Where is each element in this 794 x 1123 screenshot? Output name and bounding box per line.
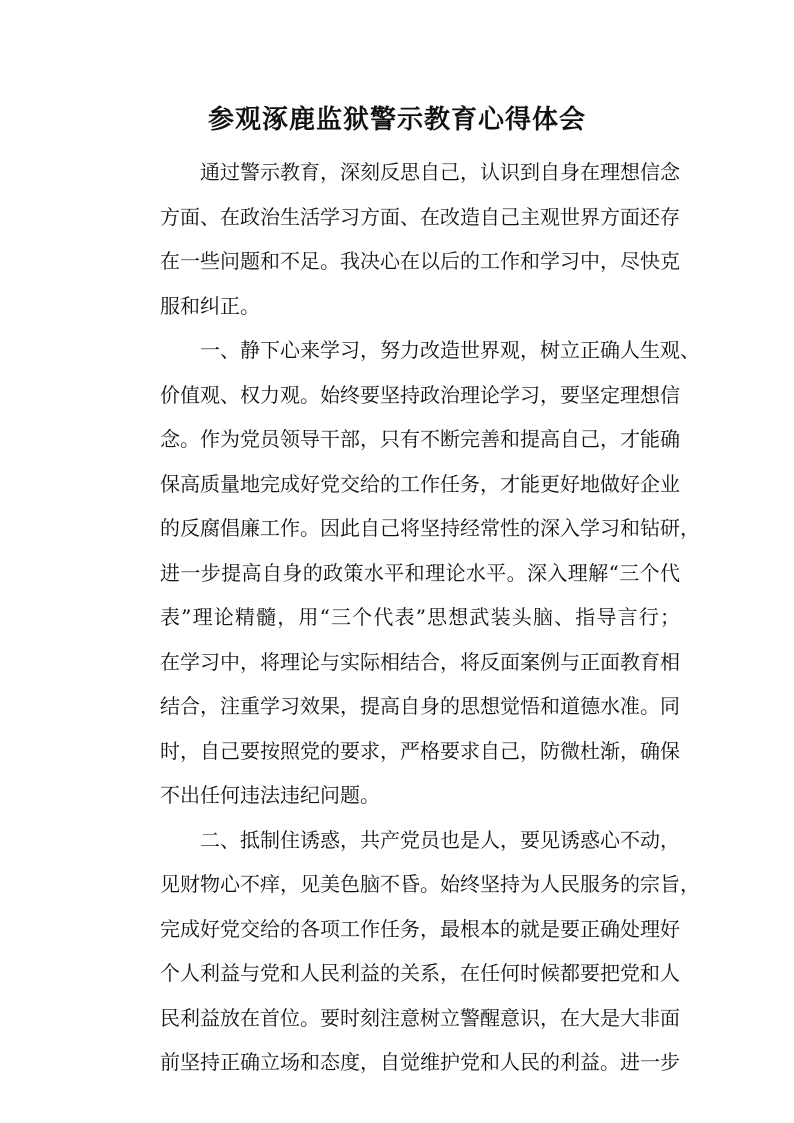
document-title: 参观涿鹿监狱警示教育心得体会 (207, 105, 586, 135)
text-line: 价值观、权力观。始终要坚持政治理论学习，要坚定理想信 (160, 382, 680, 407)
text-line: 的反腐倡廉工作。因此自己将坚持经常性的深入学习和钻研， (160, 516, 700, 540)
text-line: 民利益放在首位。要时刻注意树立警醒意识，在大是大非面 (160, 1005, 680, 1030)
text-line: 见财物心不痒，见美色脑不昏。始终坚持为人民服务的宗旨， (160, 872, 700, 896)
text-line: 通过警示教育，深刻反思自己，认识到自身在理想信念 (200, 160, 680, 184)
text-line: 保高质量地完成好党交给的工作任务，才能更好地做好企业 (160, 471, 680, 496)
text-line: 时，自己要按照党的要求，严格要求自己，防微杜渐，确保 (160, 738, 680, 763)
paragraph-3 (120, 818, 700, 1085)
text-line: 进一步提高自身的政策水平和理论水平。深入理解“三个代 (160, 560, 680, 585)
paragraph-1 (120, 150, 680, 328)
text-line: 念。作为党员领导干部，只有不断完善和提高自己，才能确 (160, 427, 680, 451)
paragraph-2 (120, 328, 700, 818)
text-line: 不出任何违法违纪问题。 (160, 783, 380, 807)
text-line: 前坚持正确立场和态度，自觉维护党和人民的利益。进一步 (160, 1050, 680, 1074)
text-line: 结合，注重学习效果，提高自身的思想觉悟和道德水准。同 (160, 694, 680, 718)
text-line: 二、抵制住诱惑，共产党员也是人，要见诱惑心不动， (200, 827, 680, 852)
text-line: 方面、在政治生活学习方面、在改造自己主观世界方面还存 (160, 204, 680, 229)
document-body (120, 150, 700, 1085)
text-line: 个人利益与党和人民利益的关系，在任何时候都要把党和人 (160, 961, 680, 985)
text-line: 一、静下心来学习，努力改造世界观，树立正确人生观、 (200, 338, 700, 362)
text-line: 在一些问题和不足。我决心在以后的工作和学习中，尽快克 (160, 249, 680, 273)
text-line: 表”理论精髓，用“三个代表”思想武装头脑、指导言行； (160, 605, 680, 629)
text-line: 完成好党交给的各项工作任务，最根本的就是要正确处理好 (160, 916, 680, 941)
text-line: 在学习中，将理论与实际相结合，将反面案例与正面教育相 (160, 649, 680, 674)
text-line: 服和纠正。 (160, 293, 260, 318)
